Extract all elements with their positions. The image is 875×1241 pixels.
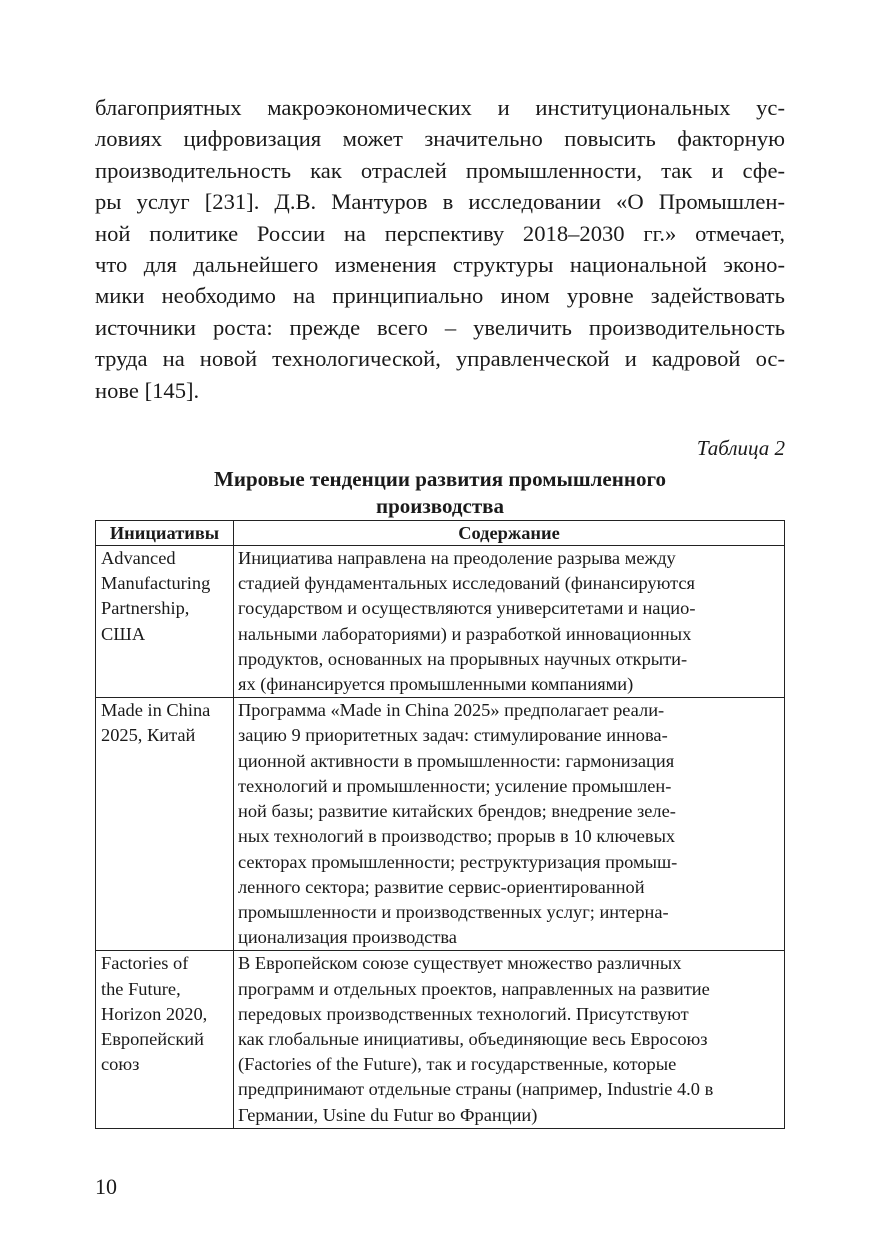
content-line: государством и осуществляются университетами и нацио- [238,598,696,619]
content-line: технологий и промышленности; усиление промышлен- [238,775,672,796]
paragraph-line: производительность как отраслей промышленности, так и сфе- [95,157,785,183]
content-line: Германии, Usine du Futur во Франции) [238,1104,538,1125]
table-label: Таблица 2 [696,436,785,461]
content-line: ях (финансируется промышленными компаниями) [238,674,634,695]
content-line: В Европейском союзе существует множество различных [238,953,682,974]
content-line: секторах промышленности; реструктуризация промыш- [238,851,678,872]
table-row [96,698,785,951]
table-title-line: производства [375,494,504,519]
content-line: ных технологий в производство; прорыв в 10 ключевых [238,826,676,847]
content-line: (Factories of the Future), так и государственные, которые [238,1054,677,1075]
content-line: стадией фундаментальных исследований (финансируются [238,573,695,594]
paragraph-line: источники роста: прежде всего – увеличить производительность [95,314,785,340]
initiative-cell [96,546,234,698]
initiative-line: the Future, [101,978,181,999]
content-line: передовых производственных технологий. Присутствуют [238,1003,689,1024]
content-line: программ и отдельных проектов, направленных на развитие [238,978,710,999]
initiative-line: союз [101,1054,140,1075]
content-line: Инициатива направлена на преодоление разрыва между [238,548,676,569]
content-line: ционной активности в промышленности: гармонизация [238,750,675,771]
body-paragraph [95,92,785,406]
table-row [96,546,785,698]
content-line: продуктов, основанных на прорывных научных открыти- [238,648,688,669]
paragraph-line: ной политике России на перспективу 2018–2030 гг.» отмечает, [95,220,785,246]
content-cell [234,698,785,951]
paragraph-line: ловиях цифровизация может значительно повысить факторную [95,126,785,152]
content-cell [234,546,785,698]
content-line: как глобальные инициативы, объединяющие весь Евросоюз [238,1028,708,1049]
initiative-line: США [101,623,146,644]
initiative-line: Advanced [101,548,176,569]
paragraph-line: благоприятных макроэкономических и институциональных ус- [95,95,785,120]
paragraph-line: ры услуг [231]. Д.В. Мантуров в исследовании «О Промышлен- [95,189,785,215]
content-line: ной базы; развитие китайских брендов; внедрение зеле- [238,801,676,822]
table-row [96,951,785,1128]
content-line: ленного сектора; развитие сервис-ориентированной [238,876,645,897]
content-line: предпринимают отдельные страны (например, Industrie 4.0 в [238,1079,714,1100]
initiative-line: Европейский [101,1028,204,1049]
initiative-line: Horizon 2020, [101,1003,208,1024]
initiative-cell [96,698,234,951]
content-line: Программа «Made in China 2025» предполагает реали- [238,700,665,721]
page-number: 10 [95,1174,117,1199]
paragraph-line: нове [145]. [95,377,200,403]
content-line: ционализация производства [238,927,457,948]
content-line: промышленности и производственных услуг; интерна- [238,901,669,922]
initiatives-table [95,520,785,1129]
initiative-line: Partnership, [101,598,190,619]
initiative-cell [96,951,234,1128]
paragraph-line: что для дальнейшего изменения структуры национальной эконо- [95,252,785,278]
initiative-line: Factories of [101,953,189,974]
header-initiatives: Инициативы [96,521,234,546]
table-title-line: Мировые тенденции развития промышленного [214,467,666,492]
initiative-line: Manufacturing [101,573,211,594]
header-content: Содержание [234,521,785,546]
content-line: нальными лабораториями) и разработкой инновационных [238,623,692,644]
initiative-line: Made in China [101,700,211,721]
paragraph-line: мики необходимо на принципиально ином уровне задействовать [95,283,785,309]
table-header-row [96,521,785,546]
table-title [95,466,785,520]
content-line: зацию 9 приоритетных задач: стимулирование иннова- [238,725,668,746]
paragraph-line: труда на новой технологической, управленческой и кадровой ос- [95,346,785,372]
content-cell [234,951,785,1128]
page-content [95,92,785,1129]
initiative-line: 2025, Китай [101,725,196,746]
